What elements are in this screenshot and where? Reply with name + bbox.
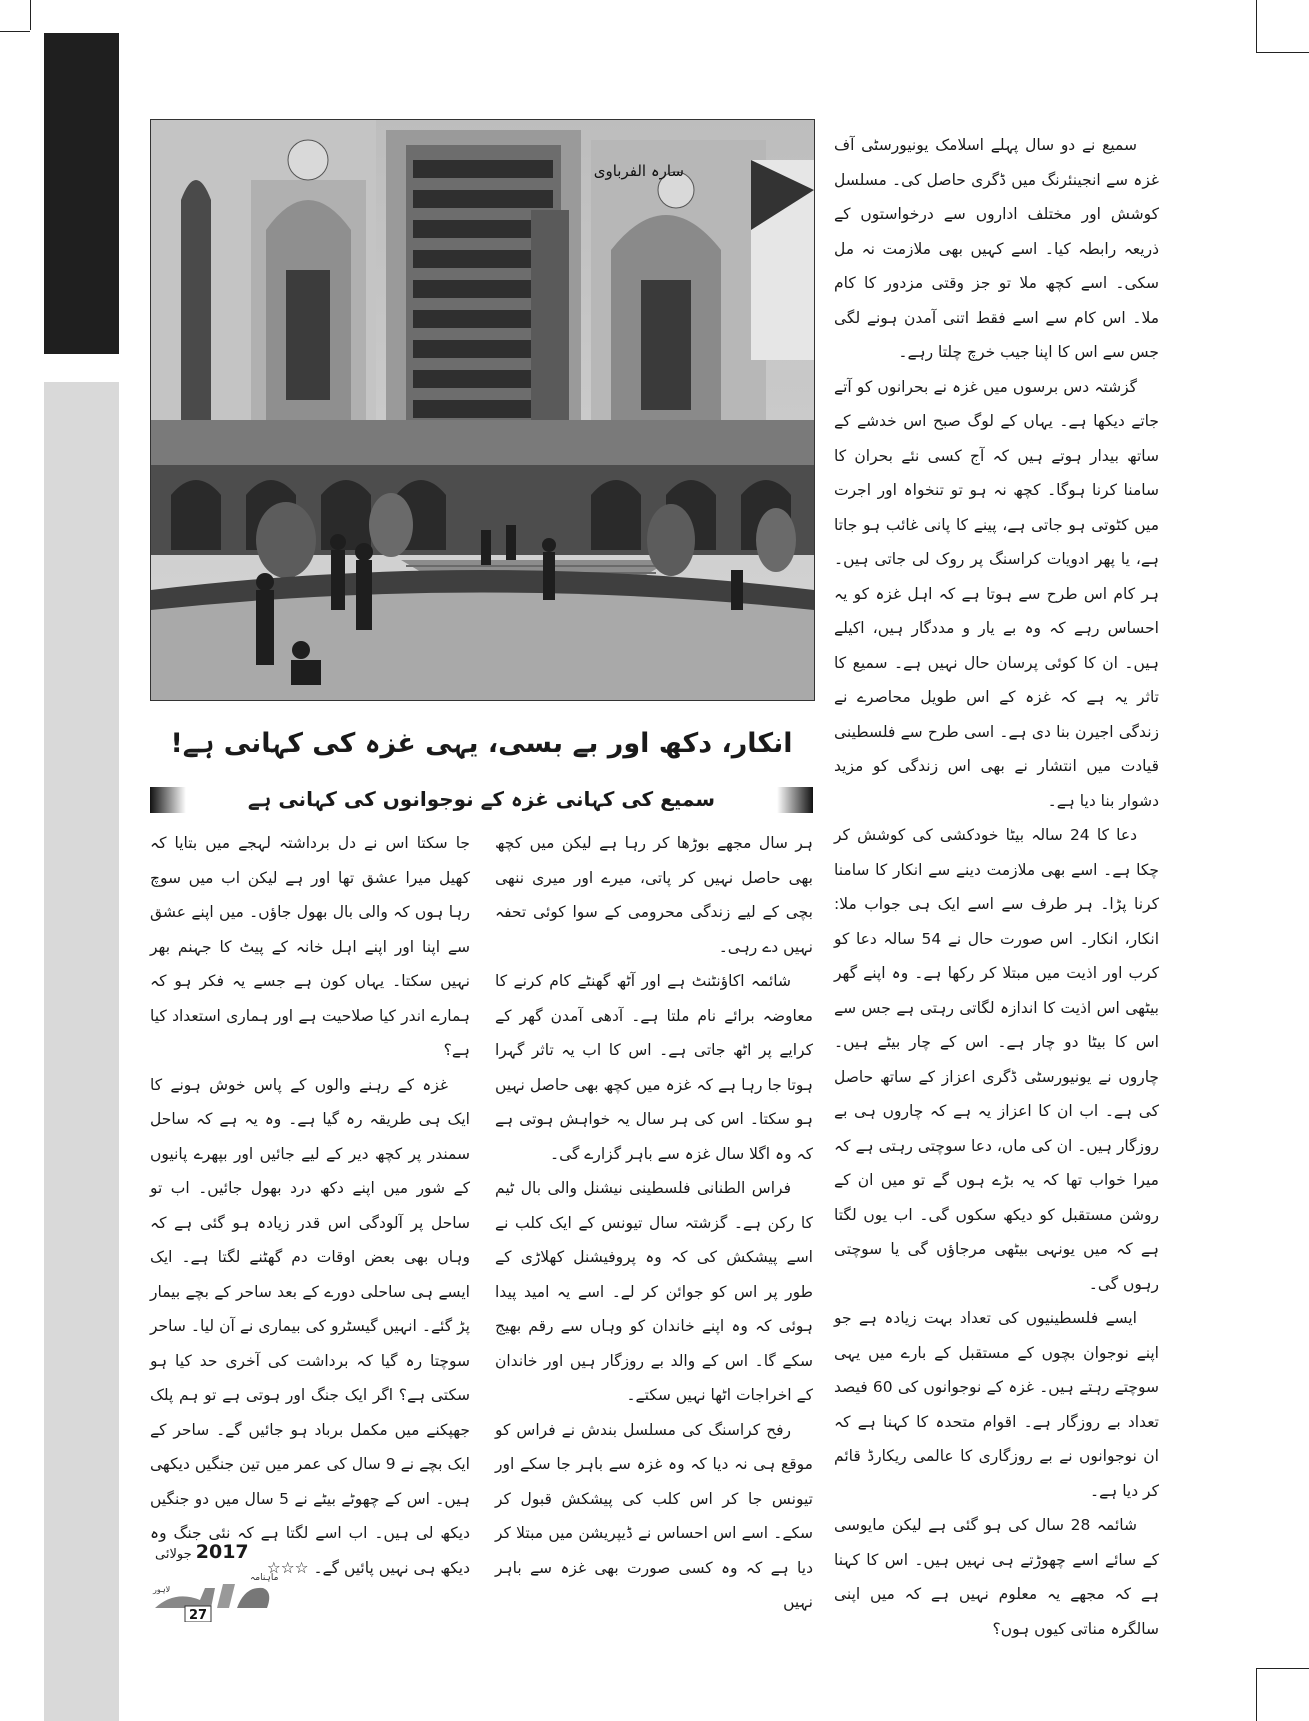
paragraph: فراس الطنانی فلسطینی نیشنل والی بال ٹیم کا رکن ہے۔ گزشتہ سال تیونس کے ایک کلب نے اسے پیشکش کی کہ وہ پروفیشنل کھلاڑی کے طور پر اس کو جوائن کر لے۔ اسے یہ امید پیدا ہوئی کہ وہ اپنے خاندان کو وہاں سے رقم بھیج سکے گا۔ اس کے والد بے روزگار ہیں اور خاندان کے اخراجات اٹھا نہیں سکتے۔ [495, 1179, 813, 1404]
paragraph: گزشتہ دس برسوں میں غزہ نے بحرانوں کو آتے جاتے دیکھا ہے۔ یہاں کے لوگ صبح اس خدشے کے ساتھ بیدار ہوتے ہیں کہ آج کسی نئے بحران کا سامنا کرنا ہوگا۔ کچھ نہ ہو تو تنخواہ اور اجرت میں کٹوتی ہو جاتی ہے، پینے کا پانی غائب ہو جاتا ہے، یا پھر ادویات کراسنگ پر روک لی جاتی ہیں۔ ہر کام اس طرح سے ہوتا ہے کہ اہل غزہ کو یہ احساس رہے کہ وہ بے یار و مددگار ہیں، اکیلے ہیں۔ ان کا کوئی پرسان حال نہیں ہے۔ سمیع کا تاثر یہ ہے کہ غزہ کے اس طویل محاصرے نے زندگی اجیرن بنا دی ہے۔ اسی طرح سے فلسطینی قیادت میں انتشار نے بھی اس زندگی کو مزید دشوار بنا دیا ہے۔ [834, 377, 1159, 810]
page-number: 27 [189, 1608, 208, 1622]
paragraph: سمیع نے دو سال پہلے اسلامک یونیورسٹی آف غزہ سے انجینئرنگ میں ڈگری حاصل کی۔ مسلسل کوشش اور مختلف اداروں سے درخواستوں کے ذریعہ رابطہ کیا۔ اسے کہیں بھی ملازمت نہ مل سکی۔ اسے کچھ ملا تو جز وقتی مزدور کا کام ملا۔ اس کام سے اسے فقط اتنی آمدن ہونے لگی جس سے اس کا اپنا جیب خرچ چلتا رہے۔ [834, 136, 1159, 361]
paragraph: غزہ کے رہنے والوں کے پاس خوش ہونے کا ایک ہی طریقہ رہ گیا ہے۔ وہ یہ ہے کہ ساحل سمندر پر کچھ دیر کے لیے جائیں اور بپھرے پانیوں کے شور میں اپنے دکھ درد بھول جائیں۔ اب تو ساحل پر آلودگی اس قدر زیادہ ہو گئی ہے کہ وہاں بھی بعض اوقات دم گھٹنے لگتا ہے۔ ایک ایسے ہی ساحلی دورے کے بعد ساحر کے بچے بیمار پڑ گئے۔ انہیں گیسٹرو کی بیماری نے آن لیا۔ ساحر سوچتا رہ گیا کہ برداشت کی آخری حد کیا ہو سکتی ہے؟ اگر ایک جنگ اور ہوتی ہے تو ہم پلک جھپکنے میں مکمل برباد ہو جائیں گے۔ ساحر کے ایک بچے نے 9 سال کی عمر میں تین جنگیں دیکھی ہیں۔ اس کے چھوٹے بیٹے نے 5 سال میں دو جنگیں دیکھ لی ہیں۔ اب اسے لگتا ہے کہ نئی جنگ وہ دیکھ ہی نہیں پائیں گے۔ ☆☆☆ [150, 1075, 470, 1577]
page-edge-strip [44, 382, 119, 1721]
crop-mark [0, 31, 30, 32]
paragraph: ایسے فلسطینیوں کی تعداد بہت زیادہ ہے جو اپنے نوجوان بچوں کے مستقبل کے بارے میں یہی سوچتے رہتے ہیں۔ غزہ کے نوجوانوں کی 60 فیصد تعداد بے روزگار ہے۔ اقوام متحدہ کا کہنا ہے کہ ان نوجوانوں نے بے روزگاری کا عالمی ریکارڈ قائم کر دیا ہے۔ [834, 1309, 1159, 1500]
paragraph: جا سکتا اس نے دل برداشتہ لہجے میں بتایا کہ کھیل میرا عشق تھا اور ہے لیکن اب میں سوچ رہا ہوں کہ والی بال بھول جاؤں۔ میں اپنے عشق سے اپنا اور اپنے اہل خانہ کے پیٹ کا جہنم بھر نہیں سکتا۔ یہاں کون ہے جسے یہ فکر ہو کہ ہمارے اندر کیا صلاحیت ہے اور ہماری استعداد کیا ہے؟ [150, 834, 470, 1059]
paragraph: شائمہ 28 سال کی ہو گئی ہے لیکن مایوسی کے سائے اسے چھوڑتے ہی نہیں ہیں۔ اس کا کہنا ہے کہ مجھے یہ معلوم نہیں ہے کہ میں اپنی سالگرہ مناتی کیوں ہوں؟ [834, 1516, 1159, 1638]
crop-mark [1256, 52, 1309, 53]
crop-mark [1256, 1668, 1257, 1721]
crop-mark [1256, 0, 1257, 52]
article-title: انکار، دکھ اور بے بسی، یہی غزہ کی کہانی ہے! [170, 728, 793, 759]
logo-label: ماہنامہ [250, 1573, 279, 1583]
article-subtitle: سمیع کی کہانی غزہ کے نوجوانوں کی کہانی ہے [247, 787, 716, 811]
paragraph: ہر سال مجھے بوڑھا کر رہا ہے لیکن میں کچھ بھی حاصل نہیں کر پاتی، میرے اور میری ننھی بچی کے لیے زندگی محرومی کے سوا کوئی تحفہ نہیں دے رہی۔ [495, 834, 813, 956]
issue-year: 2017 [195, 1541, 249, 1563]
article-photo [150, 119, 815, 701]
subtitle-gradient-right [777, 787, 813, 813]
subtitle-bar [150, 785, 813, 815]
subtitle-gradient-left [150, 787, 186, 813]
issue-month: جولائی [155, 1547, 192, 1562]
magazine-logo [145, 1570, 285, 1622]
page-edge-tab [44, 33, 119, 354]
text-column-right [834, 128, 1159, 1646]
paragraph: دعا کا 24 سالہ بیٹا خودکشی کی کوشش کر چکا ہے۔ اسے بھی ملازمت دینے سے انکار کا سامنا کرنا پڑا۔ ہر طرف سے اسے ایک ہی جواب ملا: انکار، انکار۔ اس صورت حال نے 54 سالہ دعا کو کرب اور اذیت میں مبتلا کر رکھا ہے۔ وہ اپنے گھر بیٹھی اس اذیت کا اندازہ لگاتی رہتی ہے جس سے اس کا بیٹا دو چار ہے۔ اس کے چار بیٹے ہیں۔ چاروں نے یونیورسٹی ڈگری اعزاز کے ساتھ حاصل کی ہے۔ اب ان کا اعزاز یہ ہے کہ چاروں ہی بے روزگار ہیں۔ ان کی ماں، دعا سوچتی رہتی ہے کہ میرا خواب تھا کہ یہ بڑے ہوں گے تو میں ان کے روشن مستقبل کو دیکھ سکوں گی۔ اب یوں لگتا ہے کہ میں یونہی بیٹھی مرجاؤں گی یا سوچتی رہوں گی۔ [834, 826, 1160, 1293]
university-building-illustration [151, 120, 814, 700]
issue-date [155, 1541, 249, 1563]
text-column-left [150, 826, 470, 1585]
logo-city: لاہور [153, 1585, 171, 1594]
text-column-middle [495, 826, 813, 1620]
paragraph: رفح کراسنگ کی مسلسل بندش نے فراس کو موقع ہی نہ دیا کہ وہ غزہ سے باہر جا سکے اور تیونس جا کر اس کلب کی پیشکش قبول کر سکے۔ اسے اس احساس نے ڈیپریشن میں مبتلا کر دیا ہے کہ وہ کسی صورت بھی غزہ سے باہر نہیں [495, 1420, 813, 1611]
crop-mark [1256, 1668, 1309, 1669]
photo-credit: سارہ الفرباوی [593, 162, 684, 180]
paragraph: شائمہ اکاؤنٹنٹ ہے اور آٹھ گھنٹے کام کرنے کا معاوضہ برائے نام ملتا ہے۔ آدھی آمدن گھر کے کرایے پر اٹھ جاتی ہے۔ اس کا اب یہ تاثر گہرا ہوتا جا رہا ہے کہ غزہ میں کچھ بھی حاصل نہیں ہو سکتا۔ اس کی ہر سال یہ خواہش ہوتی ہے کہ وہ اگلا سال غزہ سے باہر گزارے گی۔ [495, 972, 813, 1163]
crop-mark [30, 0, 31, 30]
